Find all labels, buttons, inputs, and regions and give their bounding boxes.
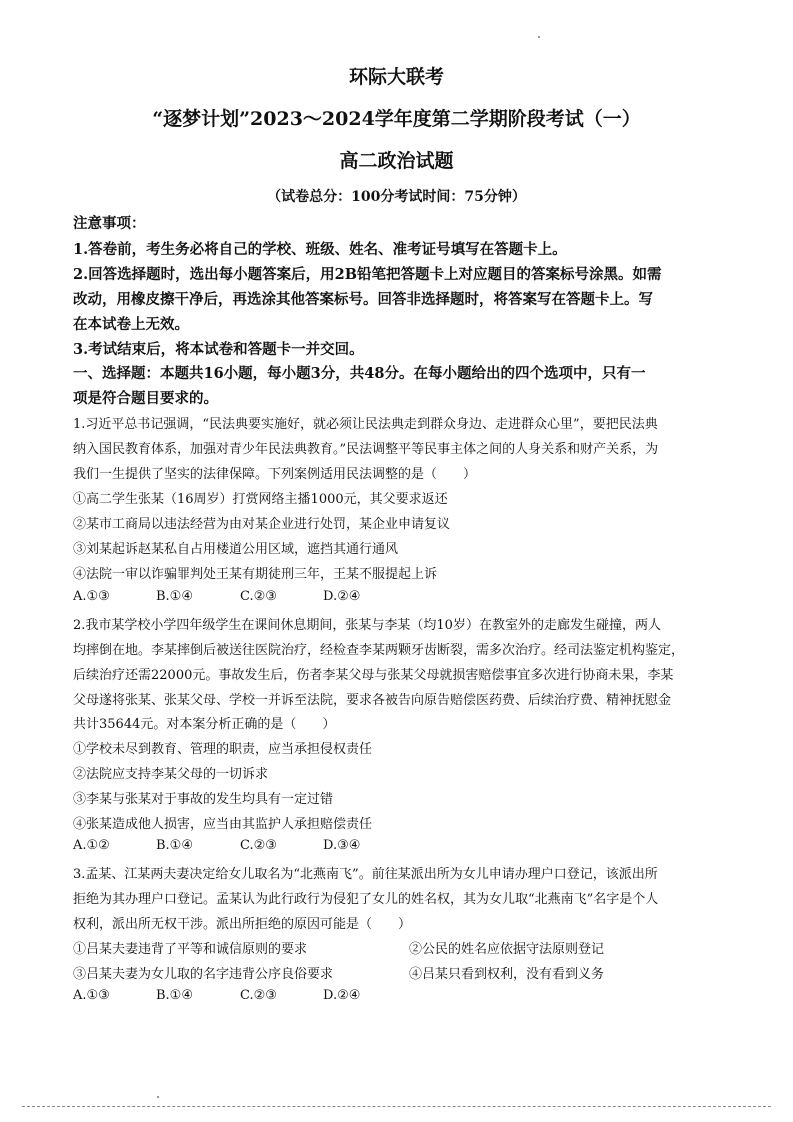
notice-heading: 注意事项： (73, 215, 146, 232)
q1-item: ③刘某起诉赵某私自占用楼道公用区域，遮挡其通行通风 (73, 542, 399, 557)
q2-choice-c: C.②③ (240, 838, 277, 853)
notice-line: 2.回答选择题时，选出每小题答案后，用2B铅笔把答题卡上对应题目的答案标号涂黑。如需 (73, 266, 662, 283)
q1-stem-line: 我们一生提供了坚实的法律保障。下列案例适用民法调整的是（ ） (73, 467, 477, 482)
q2-item: ④张某造成他人损害，应当由其监护人承担赔偿责任 (73, 817, 373, 832)
exam-subject-title: 高二政治试题 (339, 150, 454, 172)
page-bottom-divider (22, 1106, 771, 1107)
q3-stem-line: 权利，派出所无权干涉。派出所拒绝的原因可能是（ ） (73, 917, 412, 932)
q2-item: ③李某与张某对于事故的发生均具有一定过错 (73, 792, 334, 807)
notice-line: 改动，用橡皮擦干净后，再选涂其他答案标号。回答非选择题时，将答案写在答题卡上。写 (73, 291, 653, 308)
q2-choice-a: A.①② (73, 838, 110, 853)
q2-stem-line: 共计35644元。对本案分析正确的是（ ） (73, 717, 336, 732)
q2-item: ①学校未尽到教育、管理的职责，应当承担侵权责任 (73, 742, 373, 757)
q1-choice-d: D.②④ (323, 589, 361, 604)
exam-info: （试卷总分：100分考试时间：75分钟） (267, 189, 526, 205)
section-heading-cont: 项是符合题目要求的。 (73, 390, 218, 407)
q3-choice-d: D.②④ (323, 988, 361, 1003)
q2-choice-b: B.①④ (156, 838, 193, 853)
q3-item: ①吕某夫妻违背了平等和诚信原则的要求 (73, 942, 308, 957)
q1-item: ①高二学生张某（16周岁）打赏网络主播1000元，其父要求返还 (73, 492, 448, 507)
q1-choice-a: A.①③ (73, 589, 110, 604)
q3-choice-b: B.①④ (156, 988, 193, 1003)
notice-line: 1.答卷前，考生务必将自己的学校、班级、姓名、准考证号填写在答题卡上。 (73, 241, 567, 258)
q2-stem-line: 均摔倒在地。李某摔倒后被送往医院治疗，经检查李某两颗牙齿断裂，需多次治疗。经司法鉴定机构鉴定， (73, 643, 685, 658)
q3-item: ③吕某夫妻为女儿取的名字违背公序良俗要求 (73, 967, 334, 982)
scan-speck (538, 36, 540, 38)
notice-line: 3.考试结束后，将本试卷和答题卡一并交回。 (73, 341, 364, 358)
q2-stem-line: 父母遂将张某、张某父母、学校一并诉至法院，要求各被告向原告赔偿医药费、后续治疗费、精神抚慰金 (73, 693, 672, 708)
q2-choice-d: D.③④ (323, 838, 361, 853)
q1-item: ②某市工商局以违法经营为由对某企业进行处罚，某企业申请复议 (73, 517, 451, 532)
section-heading: 一、选择题：本题共16小题，每小题3分，共48分。在每小题给出的四个选项中，只有一 (73, 365, 646, 382)
q3-stem-line: 拒绝为其办理户口登记。孟某认为此行政行为侵犯了女儿的姓名权，其为女儿取“北燕南飞”名字是个人 (73, 892, 659, 907)
q3-choice-a: A.①③ (73, 988, 110, 1003)
notice-line: 在本试卷上无效。 (73, 316, 189, 333)
q1-choice-c: C.②③ (240, 589, 277, 604)
exam-alliance-title: 环际大联考 (348, 66, 444, 88)
q1-item: ④法院一审以诈骗罪判处王某有期徒刑三年，王某不服提起上诉 (73, 567, 438, 582)
q1-choice-b: B.①④ (156, 589, 193, 604)
q2-stem-line: 2.我市某学校小学四年级学生在课间休息期间，张某与李某（均10岁）在教室外的走廊发生碰撞，两人 (73, 618, 661, 633)
exam-session-title: “逐梦计划”2023～2024学年度第二学期阶段考试（一） (152, 108, 641, 130)
q2-stem-line: 后续治疗还需22000元。事故发生后，伤者李某父母与张某父母就损害赔偿事宜多次进行协商未果，李某 (73, 668, 674, 683)
q3-choice-c: C.②③ (240, 988, 277, 1003)
q2-item: ②法院应支持李某父母的一切诉求 (73, 767, 269, 782)
q3-item: ②公民的姓名应依据守法原则登记 (409, 942, 605, 957)
q3-stem-line: 3.孟某、江某两夫妻决定给女儿取名为“北燕南飞”。前往某派出所为女儿申请办理户口登记，该派出所 (73, 867, 658, 882)
scan-speck (157, 1096, 159, 1098)
q1-stem-line: 1.习近平总书记强调，“民法典要实施好，就必须让民法典走到群众身边、走进群众心里”，要把民法典 (73, 417, 658, 432)
q1-stem-line: 纳入国民教育体系，加强对青少年民法典教育。”民法调整平等民事主体之间的人身关系和财产关系，为 (73, 442, 659, 457)
q3-item: ④吕某只看到权利，没有看到义务 (409, 967, 605, 982)
